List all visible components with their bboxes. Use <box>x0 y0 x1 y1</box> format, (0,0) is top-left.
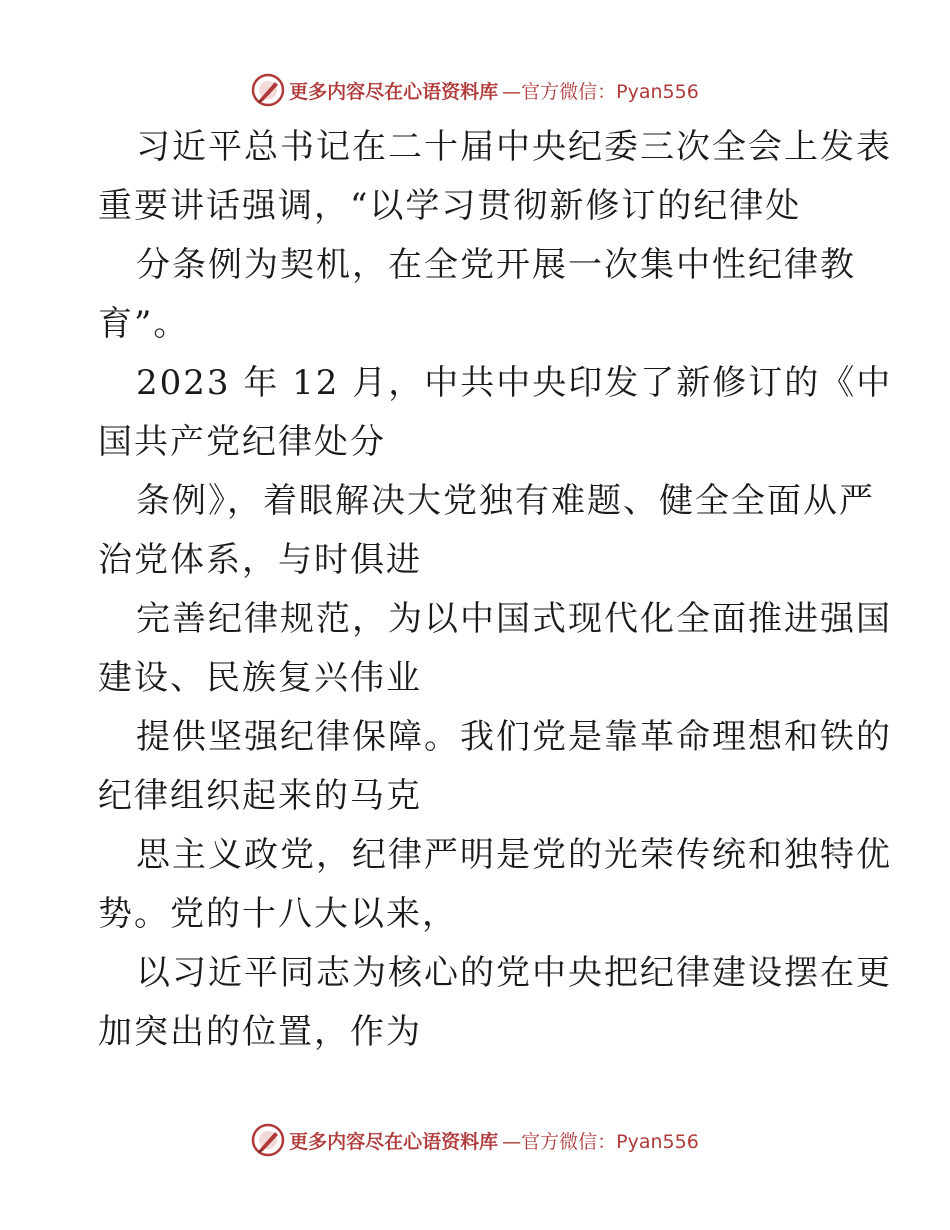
watermark-text: 更多内容尽在心语资料库 <box>289 80 499 103</box>
text-line: 完善纪律规范，为以中国式现代化全面推进强国 <box>136 599 892 639</box>
pen-logo-icon <box>251 73 285 107</box>
text-line: 育”。 <box>98 304 190 344</box>
watermark-contact: —官方微信：Pyan556 <box>502 80 699 103</box>
text-line: 思主义政党，纪律严明是党的光荣传统和独特优 <box>136 835 892 875</box>
text-line: 以习近平同志为核心的党中央把纪律建设摆在更 <box>136 953 892 993</box>
text-line: 建设、民族复兴伟业 <box>98 658 422 698</box>
text-line: 加突出的位置，作为 <box>98 1012 422 1052</box>
document-body <box>98 118 893 1062</box>
text-line: 提供坚强纪律保障。我们党是靠革命理想和铁的 <box>136 717 892 757</box>
text-line: 2023 年 12 月，中共中央印发了新修订的《中 <box>136 363 893 403</box>
text-line: 条例》，着眼解决大党独有难题、健全全面从严 <box>136 481 875 521</box>
text-line: 习近平总书记在二十届中央纪委三次全会上发表 <box>136 127 892 167</box>
text-line: 国共产党纪律处分 <box>98 422 386 462</box>
text-line: 治党体系，与时俱进 <box>98 540 422 580</box>
watermark-text: 更多内容尽在心语资料库 <box>289 1130 499 1153</box>
text-line: 重要讲话强调，“以学习贯彻新修订的纪律处 <box>98 186 802 226</box>
footer-watermark <box>0 1120 950 1160</box>
text-line: 分条例为契机，在全党开展一次集中性纪律教 <box>136 245 856 285</box>
watermark-contact: —官方微信：Pyan556 <box>502 1130 699 1153</box>
pen-logo-icon <box>251 1123 285 1157</box>
header-watermark <box>0 70 950 110</box>
text-line: 势。党的十八大以来， <box>98 894 458 934</box>
text-line: 纪律组织起来的马克 <box>98 776 422 816</box>
